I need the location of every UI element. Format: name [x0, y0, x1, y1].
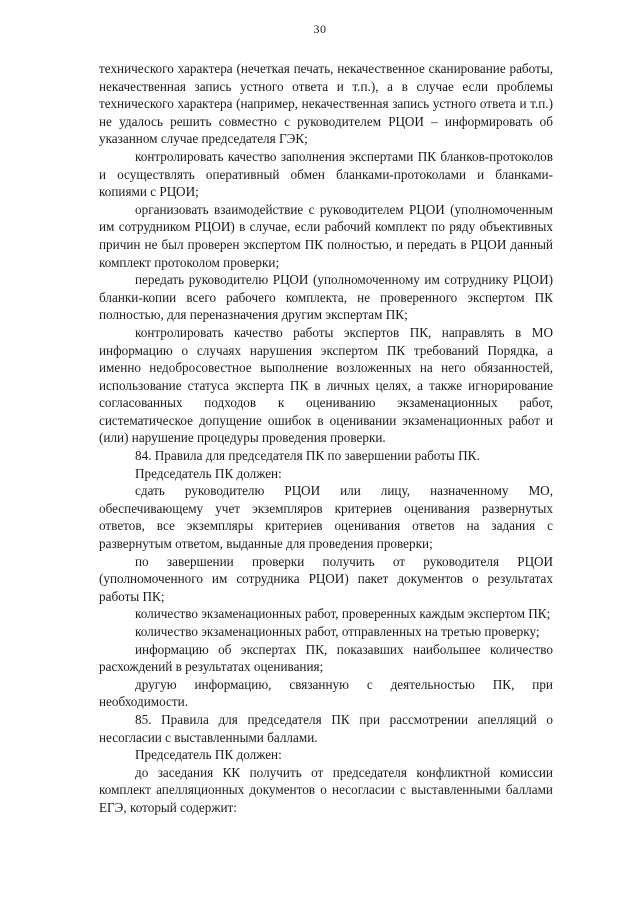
- paragraph: организовать взаимодействие с руководителем РЦОИ (уполномоченным им сотрудником РЦОИ) в случае, если рабочий комплект по ряду объективных причин не был проверен экспертом ПК полностью, и передать в РЦОИ данный комплект протоколом проверки;: [99, 201, 553, 270]
- paragraph: контролировать качество заполнения экспертами ПК бланков-протоколов и осуществлять оперативный обмен бланками-протоколами и бланками-копиями с РЦОИ;: [99, 148, 553, 200]
- section-heading: 85. Правила для председателя ПК при рассмотрении апелляций о несогласии с выставленными баллами.: [99, 711, 553, 745]
- paragraph: передать руководителю РЦОИ (уполномоченному им сотруднику РЦОИ) бланки-копии всего рабочего комплекта, не проверенного экспертом ПК полностью, для переназначения другим экспертам ПК;: [99, 272, 553, 323]
- paragraph: до заседания КК получить от председателя конфликтной комиссии комплект апелляционных документов о несогласии с выставленными баллами ЕГЭ, который содержит:: [99, 764, 553, 815]
- page-number: 30: [313, 22, 327, 36]
- paragraph: контролировать качество работы экспертов ПК, направлять в МО информацию о случаях нарушения экспертом ПК требований Порядка, а именно недобросовестное выполнение возложенных на него обязанностей, использование статуса эксперта ПК в личных целях, а также игнорирование согласованных подходов к оцениванию экзаменационных работ, систематическое допущение ошибок в оценивании экзаменационных работ и (или) нарушение процедуры проведения проверки.: [99, 324, 553, 446]
- paragraph: технического характера (нечеткая печать, некачественное сканирование работы, некачественная запись устного ответа и т.п.), а в случае если проблемы технического характера (например, некачественная запись устного ответа и т.п.) не удалось решить совместно с руководителем РЦОИ – информировать об указанном случае председателя ГЭК;: [99, 61, 553, 147]
- section-heading: 84. Правила для председателя ПК по завершении работы ПК.: [135, 448, 480, 464]
- paragraph: количество экзаменационных работ, проверенных каждым экспертом ПК;: [135, 606, 551, 622]
- paragraph: Председатель ПК должен:: [135, 747, 282, 763]
- document-body: [99, 60, 553, 817]
- paragraph: информацию об экспертах ПК, показавших наибольшее количество расхождений в результатах оценивания;: [99, 641, 553, 675]
- paragraph: количество экзаменационных работ, отправленных на третью проверку;: [135, 624, 540, 639]
- paragraph: сдать руководителю РЦОИ или лицу, назначенному МО, обеспечивающему учет экземпляров критериев оценивания развернутых ответов, все экземпляры критериев оценивания ответов на задания с развернутым ответом, выданные для проведения проверки;: [99, 483, 553, 552]
- paragraph: другую информацию, связанную с деятельностью ПК, при необходимости.: [99, 676, 553, 710]
- paragraph: Председатель ПК должен:: [135, 465, 282, 481]
- paragraph: по завершении проверки получить от руководителя РЦОИ (уполномоченного им сотрудника РЦОИ) пакет документов о результатах работы ПК;: [99, 553, 553, 604]
